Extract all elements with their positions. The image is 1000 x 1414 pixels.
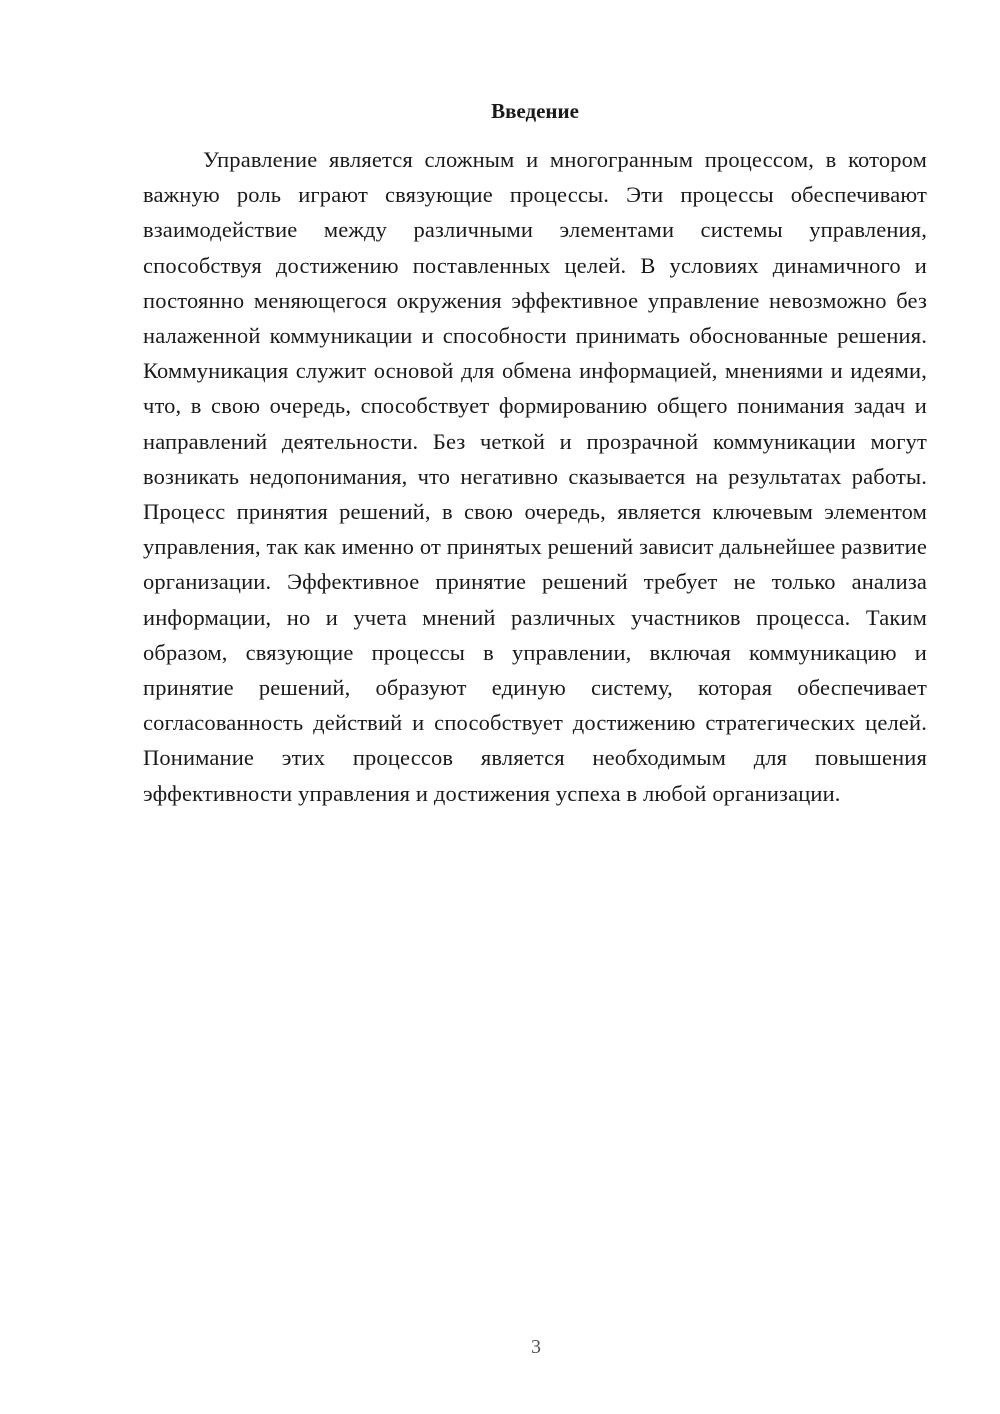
body-paragraph: Управление является сложным и многогранным процессом, в котором важную роль играют связующие процессы. Эти процессы обеспечивают взаимодействие между различными элементами системы управления, способствуя достижению поставленных целей. В условиях динамичного и постоянно меняющегося окружения эффективное управление невозможно без налаженной коммуникации и способности принимать обоснованные решения. Коммуникация служит основой для обмена информацией, мнениями и идеями, что, в свою очередь, способствует формированию общего понимания задач и направлений деятельности. Без четкой и прозрачной коммуникации могут возникать недопонимания, что негативно сказывается на результатах работы. Процесс принятия решений, в свою очередь, является ключевым элементом управления, так как именно от принятых решений зависит дальнейшее развитие организации. Эффективное принятие решений требует не только анализа информации, но и учета мнений различных участников процесса. Таким образом, связующие процессы в управлении, включая коммуникацию и принятие решений, образуют единую систему, которая обеспечивает согласованность действий и способствует достижению стратегических целей. Понимание этих процессов является необходимым для повышения эффективности управления и достижения успеха в любой организации. — [143, 147, 927, 806]
page-title: Введение — [491, 99, 579, 123]
page-number: 3 — [531, 1336, 541, 1358]
